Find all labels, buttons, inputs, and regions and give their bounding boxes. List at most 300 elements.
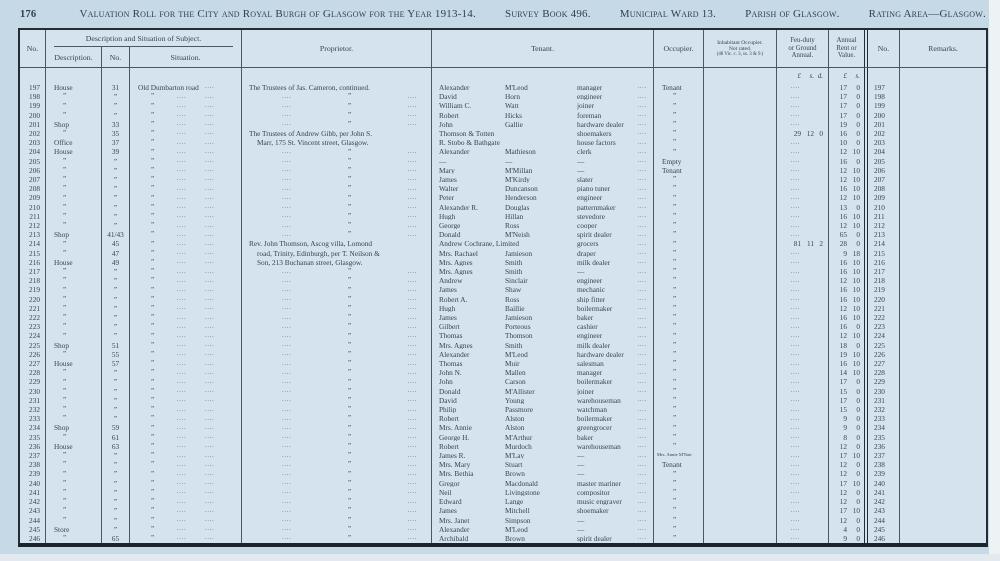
cell-inhabitant-occupier	[704, 470, 777, 479]
cell-remarks	[900, 221, 986, 230]
ditto-mark: ”	[347, 386, 352, 395]
cell-description: House	[46, 359, 102, 368]
cell-description: ”	[46, 239, 102, 248]
cell-annual-rent	[829, 203, 864, 212]
cell-no: 246	[20, 534, 46, 543]
cell-inhabitant-occupier	[704, 249, 777, 258]
tenant-forename: Andrew Cochrane, Limited	[439, 240, 520, 248]
ditto-mark: ”	[347, 303, 352, 312]
leader-dots: ....	[637, 212, 647, 220]
leader-dots: ....	[790, 460, 801, 468]
leader-dots: ....	[205, 129, 215, 137]
cell-street-no: 33	[102, 120, 130, 129]
leader-dots: ....	[205, 322, 215, 330]
cell-situation	[130, 157, 242, 166]
cell-proprietor	[242, 258, 432, 267]
tenant-occupation: milk dealer	[577, 341, 611, 349]
cell-street-no: ”	[102, 304, 130, 313]
cell-no: 240	[20, 479, 46, 488]
rent-pounds: 12	[839, 469, 847, 479]
cell-annual-rent	[829, 175, 864, 184]
leader-dots: ....	[282, 368, 292, 376]
cell-annual-rent	[829, 368, 864, 377]
cell-tenant	[432, 470, 654, 479]
cell-annual-rent	[829, 396, 864, 405]
cell-annual-rent	[829, 387, 864, 396]
table-row	[20, 331, 986, 340]
cell-situation	[130, 488, 242, 497]
cell-proprietor	[242, 212, 432, 221]
cell-annual-rent	[829, 285, 864, 294]
leader-dots: ....	[637, 138, 647, 146]
cell-annual-rent	[829, 111, 864, 120]
feu-line-1: Feu-duty	[790, 37, 815, 45]
rent-pounds: 17	[839, 506, 847, 516]
tenant-forename: Mrs. Agnes	[439, 268, 473, 276]
cell-street-no: ”	[102, 378, 130, 387]
cell-occupier: ”	[654, 442, 704, 451]
cell-remarks	[900, 147, 986, 156]
leader-dots: ....	[177, 433, 187, 441]
table-row	[20, 378, 986, 387]
cell-annual-rent	[829, 212, 864, 221]
cell-feu-duty	[777, 359, 829, 368]
cell-proprietor	[242, 166, 432, 175]
leader-dots: ....	[790, 414, 801, 422]
cell-annual-rent	[829, 424, 864, 433]
cell-no-right: 232	[864, 405, 900, 414]
tenant-forename: Thomas	[439, 360, 463, 368]
rent-pounds: 15	[839, 386, 847, 396]
situation-text: ”	[151, 130, 155, 138]
table-row	[20, 267, 986, 276]
cell-remarks	[900, 157, 986, 166]
cell-tenant	[432, 83, 654, 92]
feu-shillings: 12	[806, 129, 814, 138]
tenant-surname: Jamieson	[505, 314, 533, 322]
cell-feu-duty	[777, 322, 829, 331]
cell-description: Shop	[46, 341, 102, 350]
tenant-occupation: ship fitter	[577, 295, 606, 303]
table-row	[20, 212, 986, 221]
cell-description: ”	[46, 92, 102, 101]
cell-description: ”	[46, 221, 102, 230]
leader-dots: ....	[205, 221, 215, 229]
leader-dots: ....	[637, 285, 647, 293]
cell-situation	[130, 184, 242, 193]
cell-occupier: ”	[654, 470, 704, 479]
cell-annual-rent	[829, 497, 864, 506]
cell-street-no: ”	[102, 479, 130, 488]
cell-proprietor	[242, 378, 432, 387]
rent-pounds: 10	[839, 138, 847, 148]
situation-text: ”	[151, 314, 155, 322]
cell-street-no: 65	[102, 534, 130, 543]
cell-tenant	[432, 203, 654, 212]
leader-dots: ....	[637, 92, 647, 100]
cell-feu-duty	[777, 387, 829, 396]
situation-text: ”	[151, 479, 155, 487]
tenant-forename: William C.	[439, 102, 472, 110]
cell-occupier: ”	[654, 129, 704, 138]
ditto-mark: ”	[347, 405, 352, 414]
table-row	[20, 285, 986, 294]
table-row	[20, 157, 986, 166]
cell-inhabitant-occupier	[704, 525, 777, 534]
rent-shillings: 10	[852, 221, 860, 230]
cell-occupier: ”	[654, 258, 704, 267]
units-spacer-8	[704, 68, 777, 83]
leader-dots: ....	[205, 433, 215, 441]
cell-annual-rent	[829, 506, 864, 515]
leader-dots: ....	[177, 230, 187, 238]
leader-dots: ....	[205, 166, 215, 174]
cell-remarks	[900, 497, 986, 506]
cell-street-no: ”	[102, 193, 130, 202]
leader-dots: ....	[637, 83, 647, 91]
title-parish: Parish of Glasgow.	[745, 8, 840, 20]
leader-dots: ....	[790, 221, 801, 229]
tenant-forename: John N.	[439, 369, 462, 377]
col-header-description-group	[46, 30, 242, 67]
tenant-forename: Alexander	[439, 350, 470, 359]
rent-shillings: 10	[852, 368, 860, 378]
cell-inhabitant-occupier	[704, 147, 777, 156]
cell-description: ”	[46, 534, 102, 543]
cell-situation	[130, 313, 242, 322]
leader-dots: ....	[205, 138, 215, 146]
cell-no-right: 245	[864, 525, 900, 534]
leader-dots: ....	[790, 313, 801, 321]
tenant-surname: Smith	[505, 268, 523, 276]
cell-annual-rent	[829, 313, 864, 322]
situation-text: ”	[151, 231, 155, 239]
cell-street-no: ”	[102, 516, 130, 525]
cell-no-right: 221	[864, 304, 900, 313]
cell-situation	[130, 497, 242, 506]
cell-feu-duty	[777, 83, 829, 92]
cell-occupier: ”	[654, 414, 704, 423]
cell-no: 213	[20, 230, 46, 239]
cell-street-no: 31	[102, 83, 130, 92]
cell-annual-rent	[829, 276, 864, 285]
cell-occupier: ”	[654, 405, 704, 414]
ditto-mark: ”	[347, 451, 352, 460]
tenant-forename: Peter	[439, 194, 454, 202]
cell-remarks	[900, 92, 986, 101]
cell-remarks	[900, 249, 986, 258]
leader-dots: ....	[205, 525, 215, 533]
leader-dots: ....	[637, 396, 647, 404]
table-row	[20, 368, 986, 377]
tenant-occupation: piano tuner	[577, 185, 611, 193]
tenant-surname: Smith	[505, 258, 523, 267]
cell-proprietor	[242, 239, 432, 248]
cell-no-right: 231	[864, 396, 900, 405]
leader-dots: ....	[790, 396, 801, 404]
table-row	[20, 249, 986, 258]
leader-dots: ....	[177, 359, 187, 367]
cell-proprietor	[242, 175, 432, 184]
leader-dots: ....	[407, 377, 417, 385]
leader-dots: ....	[177, 101, 187, 109]
rent-line-3: Value.	[837, 52, 856, 60]
ditto-mark: ”	[347, 322, 352, 331]
rent-pounds: 12	[839, 221, 847, 230]
cell-tenant	[432, 313, 654, 322]
leader-dots: ....	[637, 221, 647, 229]
leader-dots: ....	[205, 212, 215, 220]
tenant-forename: Robert	[439, 415, 459, 423]
cell-no-right: 236	[864, 442, 900, 451]
leader-dots: ....	[282, 295, 292, 303]
rent-unit-shillings: s.	[855, 71, 860, 80]
cell-remarks	[900, 516, 986, 525]
cell-description: ”	[46, 451, 102, 460]
cell-tenant	[432, 249, 654, 258]
tenant-occupation: —	[577, 525, 585, 533]
cell-remarks	[900, 414, 986, 423]
leader-dots: ....	[637, 184, 647, 192]
rent-pounds: 17	[839, 395, 847, 405]
cell-street-no: ”	[102, 267, 130, 276]
tenant-occupation: manager	[577, 369, 603, 377]
leader-dots: ....	[407, 479, 417, 487]
leader-dots: ....	[177, 221, 187, 229]
cell-remarks	[900, 184, 986, 193]
tenant-occupation: —	[577, 516, 585, 524]
cell-occupier: ”	[654, 101, 704, 110]
cell-proprietor	[242, 387, 432, 396]
cell-annual-rent	[829, 166, 864, 175]
tenant-occupation: —	[577, 470, 585, 478]
leader-dots: ....	[790, 138, 801, 146]
cell-no: 201	[20, 120, 46, 129]
situation-text: ”	[151, 461, 155, 469]
cell-inhabitant-occupier	[704, 239, 777, 248]
leader-dots: ....	[790, 249, 801, 257]
leader-dots: ....	[407, 157, 417, 165]
feu-line-3: Annual.	[791, 52, 814, 60]
cell-no-right: 217	[864, 267, 900, 276]
cell-no: 217	[20, 267, 46, 276]
ditto-mark: ”	[347, 211, 352, 220]
cell-occupier: ”	[654, 387, 704, 396]
table-row	[20, 221, 986, 230]
cell-annual-rent	[829, 92, 864, 101]
leader-dots: ....	[790, 267, 801, 275]
rent-pounds: 12	[839, 460, 847, 470]
cell-description: ”	[46, 470, 102, 479]
tenant-forename: Gilbert	[439, 323, 460, 331]
cell-no: 214	[20, 239, 46, 248]
leader-dots: ....	[205, 258, 215, 266]
cell-no-right: 228	[864, 368, 900, 377]
tenant-surname: Macdonald	[505, 479, 538, 487]
leader-dots: ....	[637, 405, 647, 413]
col-header-no-left: No.	[20, 30, 46, 67]
cell-inhabitant-occupier	[704, 479, 777, 488]
leader-dots: ....	[407, 203, 417, 211]
table-row	[20, 230, 986, 239]
cell-description: ”	[46, 175, 102, 184]
cell-no-right: 235	[864, 433, 900, 442]
proprietor-text: The Trustees of Andrew Gibb, per John S.	[249, 129, 373, 138]
cell-no: 208	[20, 184, 46, 193]
leader-dots: ....	[205, 157, 215, 165]
ditto-mark: ”	[347, 313, 352, 322]
cell-inhabitant-occupier	[704, 92, 777, 101]
situation-text: ”	[151, 249, 155, 257]
cell-remarks	[900, 239, 986, 248]
tenant-surname: M'Leod	[505, 525, 528, 533]
cell-no: 216	[20, 258, 46, 267]
cell-tenant	[432, 368, 654, 377]
leader-dots: ....	[790, 350, 801, 358]
cell-situation	[130, 175, 242, 184]
cell-inhabitant-occupier	[704, 258, 777, 267]
cell-situation	[130, 359, 242, 368]
ditto-mark: ”	[347, 423, 352, 432]
units-spacer-1	[20, 68, 46, 83]
feu-unit-pounds: £	[797, 71, 801, 80]
table-row	[20, 433, 986, 442]
tenant-forename: Alexander	[439, 525, 470, 533]
leader-dots: ....	[205, 83, 215, 91]
cell-remarks	[900, 111, 986, 120]
rent-pounds: 14	[839, 368, 847, 378]
table-row	[20, 92, 986, 101]
leader-dots: ....	[177, 534, 187, 542]
rent-shillings: 0	[856, 230, 860, 240]
ditto-mark: ”	[347, 396, 352, 404]
rent-pounds: 19	[839, 119, 847, 129]
leader-dots: ....	[790, 525, 801, 533]
cell-tenant	[432, 424, 654, 433]
cell-feu-duty	[777, 285, 829, 294]
leader-dots: ....	[790, 304, 801, 312]
cell-description: ”	[46, 479, 102, 488]
cell-occupier: ”	[654, 304, 704, 313]
leader-dots: ....	[637, 258, 647, 266]
situation-text: ”	[151, 443, 155, 451]
col-header-no-right: No.	[864, 30, 900, 67]
ditto-mark: ”	[347, 267, 352, 276]
rent-shillings: 10	[852, 147, 860, 157]
cell-tenant	[432, 175, 654, 184]
tenant-surname: M'Leod	[505, 83, 528, 92]
leader-dots: ....	[177, 258, 187, 266]
cell-feu-duty	[777, 276, 829, 285]
cell-remarks	[900, 129, 986, 138]
rent-pounds: 9	[843, 533, 847, 543]
cell-proprietor	[242, 534, 432, 543]
leader-dots: ....	[637, 341, 647, 349]
cell-annual-rent	[829, 378, 864, 387]
situation-text: ”	[151, 498, 155, 506]
rent-pounds: 9	[843, 423, 847, 433]
situation-text: ”	[151, 332, 155, 340]
tenant-occupation: —	[577, 166, 585, 175]
table-row	[20, 313, 986, 322]
cell-annual-rent	[829, 460, 864, 469]
cell-occupier: ”	[654, 295, 704, 304]
situation-text: ”	[151, 424, 155, 432]
situation-text: ”	[151, 378, 155, 386]
cell-situation	[130, 120, 242, 129]
leader-dots: ....	[177, 506, 187, 514]
cell-tenant	[432, 525, 654, 534]
leader-dots: ....	[177, 331, 187, 339]
situation-text: ”	[151, 111, 155, 119]
tenant-surname: Livingstone	[505, 488, 540, 497]
cell-description: ”	[46, 267, 102, 276]
cell-proprietor	[242, 267, 432, 276]
tenant-forename: Donald	[439, 231, 461, 239]
cell-inhabitant-occupier	[704, 414, 777, 423]
cell-situation	[130, 534, 242, 543]
proprietor-text: Son, 213 Buchanan street, Glasgow.	[257, 257, 363, 267]
leader-dots: ....	[205, 387, 215, 395]
cell-proprietor	[242, 460, 432, 469]
tenant-forename: Mrs. Mary	[439, 461, 471, 469]
cell-tenant	[432, 506, 654, 515]
cell-situation	[130, 147, 242, 156]
leader-dots: ....	[177, 129, 187, 137]
cell-remarks	[900, 212, 986, 221]
cell-annual-rent	[829, 331, 864, 340]
units-spacer-9	[864, 68, 900, 83]
leader-dots: ....	[177, 276, 187, 284]
leader-dots: ....	[282, 414, 292, 422]
cell-proprietor	[242, 350, 432, 359]
cell-no-right: 239	[864, 470, 900, 479]
leader-dots: ....	[637, 414, 647, 422]
cell-feu-duty	[777, 295, 829, 304]
cell-inhabitant-occupier	[704, 267, 777, 276]
leader-dots: ....	[177, 350, 187, 358]
cell-no: 227	[20, 359, 46, 368]
tenant-forename: Alexander	[439, 83, 470, 92]
cell-situation	[130, 479, 242, 488]
cell-proprietor	[242, 451, 432, 460]
leader-dots: ....	[282, 92, 292, 100]
cell-remarks	[900, 405, 986, 414]
leader-dots: ....	[205, 516, 215, 523]
cell-remarks	[900, 276, 986, 285]
cell-description: Store	[46, 525, 102, 534]
cell-annual-rent	[829, 414, 864, 423]
leader-dots: ....	[637, 313, 647, 321]
rent-pounds: 12	[839, 165, 847, 175]
cell-inhabitant-occupier	[704, 120, 777, 129]
table-row	[20, 460, 986, 469]
situation-text: ”	[151, 369, 155, 377]
leader-dots: ....	[407, 460, 417, 468]
table-row	[20, 166, 986, 175]
cell-no: 206	[20, 166, 46, 175]
leader-dots: ....	[282, 479, 292, 487]
cell-no-right: 202	[864, 129, 900, 138]
tenant-occupation: patternmaker	[577, 203, 616, 211]
cell-proprietor	[242, 414, 432, 423]
cell-feu-duty	[777, 258, 829, 267]
proprietor-text: The Trustees of Jas. Cameron, continued.	[249, 83, 370, 92]
leader-dots: ....	[205, 230, 215, 238]
cell-tenant	[432, 295, 654, 304]
cell-inhabitant-occupier	[704, 497, 777, 506]
cell-description: ”	[46, 433, 102, 442]
